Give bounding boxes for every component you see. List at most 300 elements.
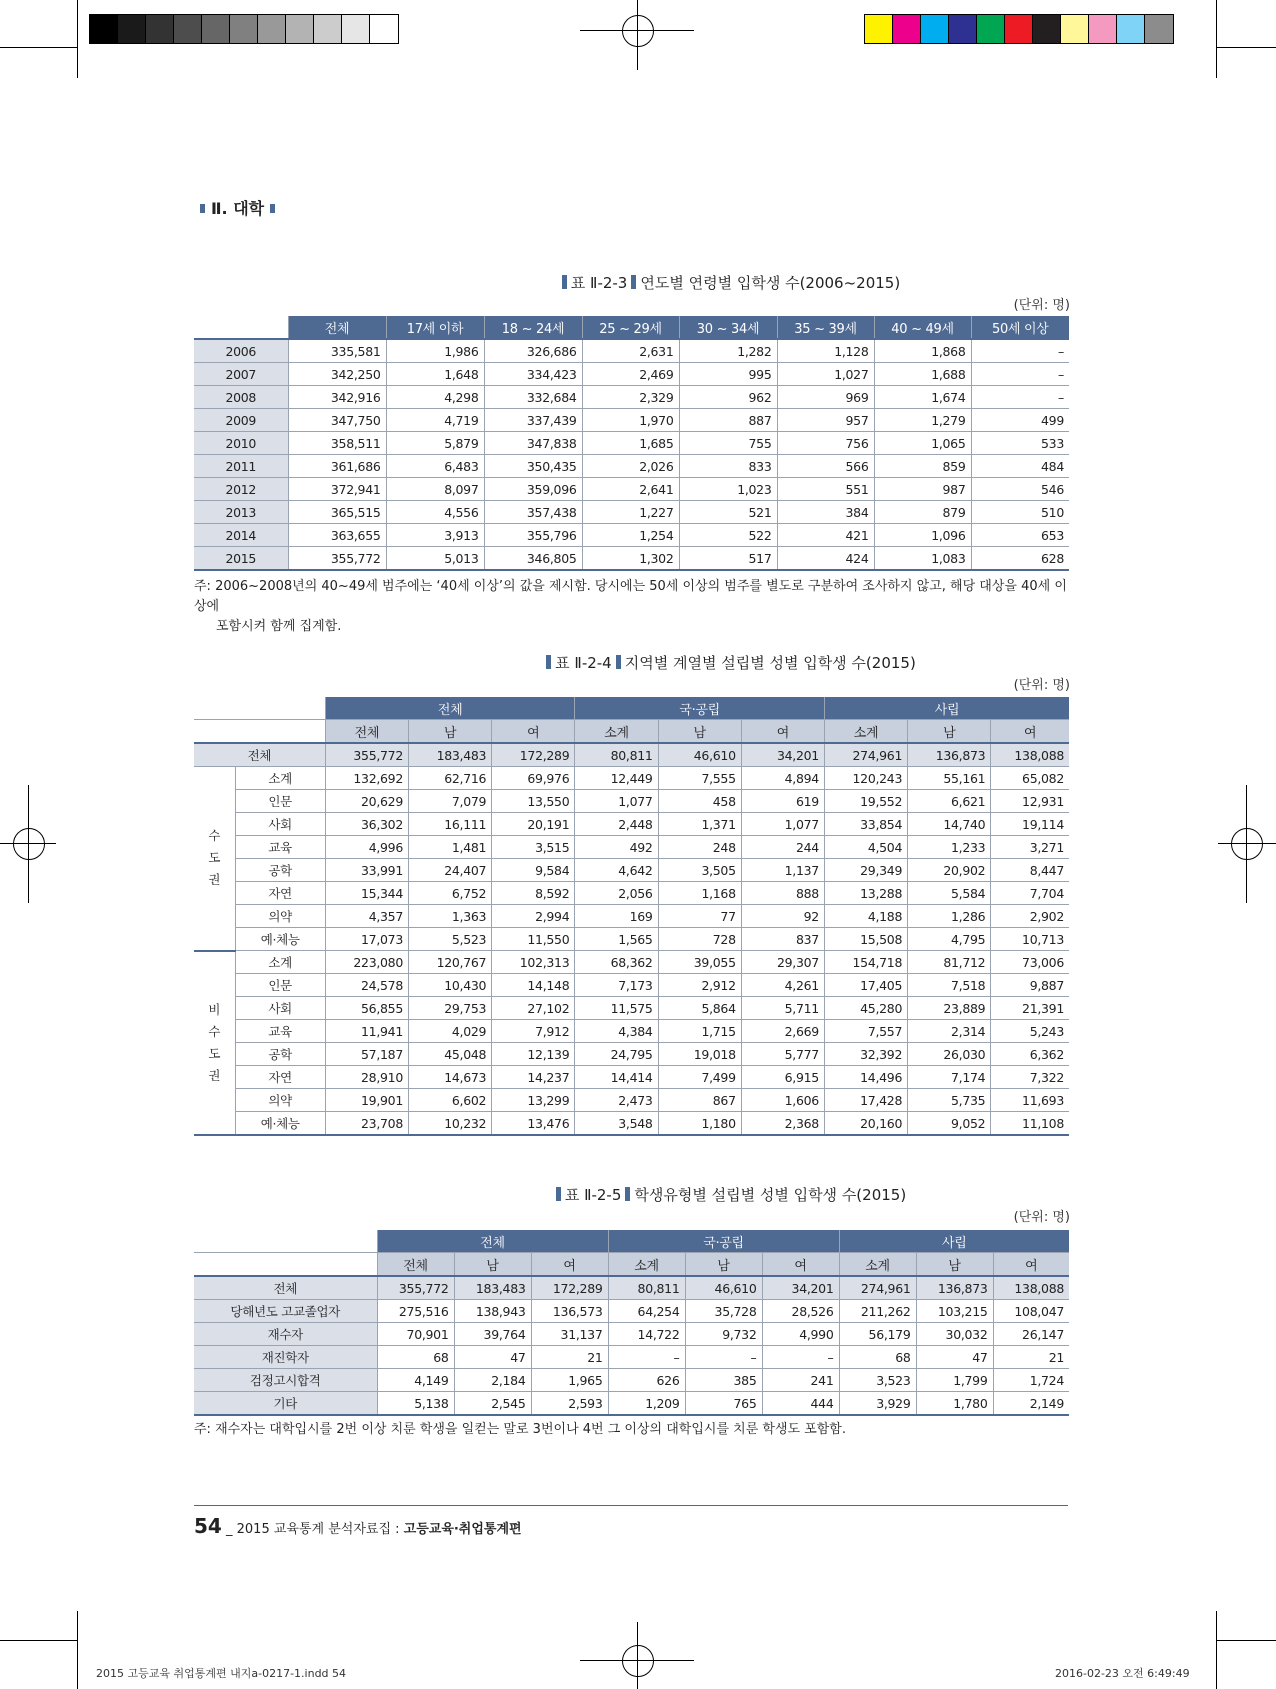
data-cell: 4,188: [824, 905, 907, 928]
data-cell: 27,102: [492, 997, 575, 1020]
data-cell: 46,610: [685, 1276, 762, 1300]
data-cell: 14,148: [492, 974, 575, 997]
data-cell: –: [762, 1346, 839, 1369]
data-cell: 172,289: [531, 1276, 608, 1300]
data-cell: 9,732: [685, 1323, 762, 1346]
region-label-char: 수: [208, 1023, 221, 1039]
data-cell: 1,481: [408, 836, 491, 859]
data-cell: 26,147: [993, 1323, 1069, 1346]
row-label: 2014: [194, 524, 288, 547]
data-cell: 355,772: [288, 547, 386, 571]
data-cell: 6,483: [386, 455, 484, 478]
data-cell: 4,719: [386, 409, 484, 432]
region-label-char: 권: [208, 872, 221, 888]
data-cell: 1,096: [874, 524, 971, 547]
data-cell: 21,391: [991, 997, 1069, 1020]
data-cell: 28,910: [325, 1066, 408, 1089]
data-cell: 5,138: [377, 1392, 454, 1416]
book-title: 2015 교육통계 분석자료집 :: [236, 1522, 404, 1537]
sub-header: 여: [492, 720, 575, 744]
data-cell: 837: [741, 928, 824, 951]
data-cell: 551: [777, 478, 874, 501]
data-cell: 1,282: [679, 339, 777, 363]
data-cell: 987: [874, 478, 971, 501]
data-cell: 444: [762, 1392, 839, 1416]
data-cell: 29,349: [824, 859, 907, 882]
data-cell: 358,511: [288, 432, 386, 455]
data-cell: 65,082: [991, 767, 1069, 790]
slug-filename: 2015 고등교육 취업통계편 내지a-0217-1.indd 54: [96, 1667, 347, 1680]
data-cell: 9,584: [492, 859, 575, 882]
data-cell: 5,584: [908, 882, 991, 905]
gray-swatch: [90, 15, 118, 43]
column-header: 17세 이하: [386, 316, 484, 339]
data-cell: 138,943: [454, 1300, 531, 1323]
table3-unit: (단위: 명): [1013, 1210, 1070, 1225]
data-cell: 5,243: [991, 1020, 1069, 1043]
caption-bar-icon: [546, 655, 551, 669]
row-label: 2007: [194, 363, 288, 386]
header-square-icon: [270, 204, 275, 213]
data-cell: 28,526: [762, 1300, 839, 1323]
gray-swatch: [314, 15, 342, 43]
data-cell: 136,873: [908, 743, 991, 767]
data-cell: 372,941: [288, 478, 386, 501]
data-cell: 4,384: [575, 1020, 658, 1043]
row-label: 2015: [194, 547, 288, 571]
data-cell: 1,371: [658, 813, 741, 836]
data-cell: 46,610: [658, 743, 741, 767]
data-cell: 2,149: [993, 1392, 1069, 1416]
data-cell: 56,179: [839, 1323, 916, 1346]
gray-swatch: [286, 15, 314, 43]
data-cell: 19,552: [824, 790, 907, 813]
row-label: 2012: [194, 478, 288, 501]
data-cell: 2,368: [741, 1112, 824, 1136]
data-cell: 20,160: [824, 1112, 907, 1136]
table1-unit: (단위: 명): [1013, 298, 1070, 313]
data-cell: 17,405: [824, 974, 907, 997]
row-label: 자연: [235, 882, 325, 905]
data-cell: 755: [679, 432, 777, 455]
data-cell: 19,018: [658, 1043, 741, 1066]
data-cell: 995: [679, 363, 777, 386]
slug-timestamp: 2016-02-23 오전 6:49:49: [1055, 1667, 1190, 1680]
data-cell: 17,428: [824, 1089, 907, 1112]
data-cell: 13,550: [492, 790, 575, 813]
data-cell: 4,795: [908, 928, 991, 951]
data-cell: 11,941: [325, 1020, 408, 1043]
sub-header: 소계: [839, 1253, 916, 1277]
data-cell: 47: [916, 1346, 993, 1369]
data-cell: 385: [685, 1369, 762, 1392]
data-cell: 1,180: [658, 1112, 741, 1136]
group-header-row: [194, 1230, 1069, 1253]
data-cell: 2,473: [575, 1089, 658, 1112]
corner-cell: [194, 1230, 377, 1253]
color-swatch: [893, 15, 921, 43]
data-cell: 138,088: [991, 743, 1069, 767]
data-cell: 136,573: [531, 1300, 608, 1323]
data-cell: 5,523: [408, 928, 491, 951]
data-cell: 424: [777, 547, 874, 571]
data-cell: 6,602: [408, 1089, 491, 1112]
data-cell: 421: [777, 524, 874, 547]
data-cell: 4,990: [762, 1323, 839, 1346]
data-cell: 499: [971, 409, 1069, 432]
table-row: [194, 524, 1069, 547]
data-cell: 355,796: [484, 524, 582, 547]
data-cell: 1,065: [874, 432, 971, 455]
table2-caption: 표 Ⅱ-2-4 지역별 계열별 설립별 성별 입학생 수(2015): [194, 652, 1264, 673]
data-cell: 39,764: [454, 1323, 531, 1346]
table-row: [194, 363, 1069, 386]
data-cell: 2,448: [575, 813, 658, 836]
data-cell: 1,077: [741, 813, 824, 836]
row-label: 2010: [194, 432, 288, 455]
data-cell: 4,298: [386, 386, 484, 409]
grayscale-color-bar: [89, 14, 399, 44]
section-label: Ⅱ. 대학: [211, 199, 265, 218]
table-row: [194, 386, 1069, 409]
region-label-char: 수: [208, 828, 221, 844]
data-cell: 8,592: [492, 882, 575, 905]
data-cell: 2,184: [454, 1369, 531, 1392]
data-cell: 3,929: [839, 1392, 916, 1416]
data-cell: 36,302: [325, 813, 408, 836]
table-row: [194, 951, 1069, 974]
data-cell: 492: [575, 836, 658, 859]
data-cell: 241: [762, 1369, 839, 1392]
data-cell: 4,894: [741, 767, 824, 790]
data-cell: 16,111: [408, 813, 491, 836]
data-cell: 39,055: [658, 951, 741, 974]
region-label: [194, 951, 235, 1136]
data-cell: 1,674: [874, 386, 971, 409]
data-cell: 26,030: [908, 1043, 991, 1066]
row-label: 사회: [235, 997, 325, 1020]
region-label: [194, 767, 235, 951]
data-cell: 14,414: [575, 1066, 658, 1089]
data-cell: 29,753: [408, 997, 491, 1020]
row-label: 검정고시합격: [194, 1369, 377, 1392]
row-label: 인문: [235, 790, 325, 813]
data-cell: 1,986: [386, 339, 484, 363]
data-cell: –: [608, 1346, 685, 1369]
data-cell: 7,499: [658, 1066, 741, 1089]
data-cell: 521: [679, 501, 777, 524]
row-label: 자연: [235, 1066, 325, 1089]
table-enrollment-by-age: [194, 316, 1069, 571]
data-cell: 4,357: [325, 905, 408, 928]
data-cell: 275,516: [377, 1300, 454, 1323]
region-label-char: 도: [208, 850, 221, 866]
page-number: 54: [194, 1514, 222, 1538]
data-cell: 2,469: [582, 363, 679, 386]
row-label: 소계: [235, 951, 325, 974]
caption-bar-icon: [631, 275, 636, 289]
data-cell: 2,902: [991, 905, 1069, 928]
row-label: 2013: [194, 501, 288, 524]
row-label: 공학: [235, 859, 325, 882]
sub-header-row: [194, 1253, 1069, 1277]
data-cell: 728: [658, 928, 741, 951]
column-header: 전체: [288, 316, 386, 339]
process-color-bar: [864, 14, 1174, 44]
gray-swatch: [118, 15, 146, 43]
data-cell: –: [685, 1346, 762, 1369]
group-header: 전체: [377, 1230, 608, 1253]
table-enrollment-by-region: [194, 697, 1069, 1136]
row-label: 예·체능: [235, 928, 325, 951]
data-cell: 248: [658, 836, 741, 859]
color-swatch: [1033, 15, 1061, 43]
group-header: 국·공립: [575, 697, 825, 720]
sub-header: 여: [993, 1253, 1069, 1277]
data-cell: 21: [993, 1346, 1069, 1369]
caption-bar-icon: [562, 275, 567, 289]
data-cell: 55,161: [908, 767, 991, 790]
color-swatch: [1117, 15, 1145, 43]
data-cell: 346,805: [484, 547, 582, 571]
gray-swatch: [258, 15, 286, 43]
data-cell: 1,799: [916, 1369, 993, 1392]
data-cell: 20,902: [908, 859, 991, 882]
data-cell: 522: [679, 524, 777, 547]
data-cell: 484: [971, 455, 1069, 478]
data-cell: 653: [971, 524, 1069, 547]
data-cell: 5,879: [386, 432, 484, 455]
row-label: 의약: [235, 1089, 325, 1112]
data-cell: 15,344: [325, 882, 408, 905]
row-label: 인문: [235, 974, 325, 997]
corner-cell: [194, 1253, 377, 1277]
color-swatch: [1061, 15, 1089, 43]
sub-header: 남: [908, 720, 991, 744]
row-label: 소계: [235, 767, 325, 790]
sub-header: 여: [741, 720, 824, 744]
data-cell: 1,688: [874, 363, 971, 386]
color-swatch: [1089, 15, 1117, 43]
data-cell: 337,439: [484, 409, 582, 432]
data-cell: 1,302: [582, 547, 679, 571]
data-cell: 1,137: [741, 859, 824, 882]
corner-cell: [194, 316, 288, 339]
gray-swatch: [230, 15, 258, 43]
group-header: 사립: [824, 697, 1069, 720]
data-cell: 867: [658, 1089, 741, 1112]
table-row: [194, 547, 1069, 571]
table-row: [194, 1323, 1069, 1346]
data-cell: 6,362: [991, 1043, 1069, 1066]
data-cell: 7,557: [824, 1020, 907, 1043]
row-label: 교육: [235, 1020, 325, 1043]
data-cell: 619: [741, 790, 824, 813]
data-cell: 62,716: [408, 767, 491, 790]
row-label: 2011: [194, 455, 288, 478]
data-cell: 9,887: [991, 974, 1069, 997]
data-cell: 1,715: [658, 1020, 741, 1043]
data-cell: 33,991: [325, 859, 408, 882]
table-row: [194, 409, 1069, 432]
data-cell: 14,673: [408, 1066, 491, 1089]
data-cell: 4,996: [325, 836, 408, 859]
data-cell: 2,329: [582, 386, 679, 409]
data-cell: 1,606: [741, 1089, 824, 1112]
data-cell: 347,750: [288, 409, 386, 432]
data-cell: 7,173: [575, 974, 658, 997]
data-cell: 1,724: [993, 1369, 1069, 1392]
page-footer: 54 _ 2015 교육통계 분석자료집 : 고등교육·취업통계편: [194, 1514, 522, 1538]
table-row: [194, 1300, 1069, 1323]
data-cell: 211,262: [839, 1300, 916, 1323]
data-cell: 34,201: [762, 1276, 839, 1300]
table-row: [194, 1392, 1069, 1416]
data-cell: 2,631: [582, 339, 679, 363]
data-cell: 57,187: [325, 1043, 408, 1066]
table-row: [194, 997, 1069, 1020]
data-cell: 12,139: [492, 1043, 575, 1066]
column-header: 50세 이상: [971, 316, 1069, 339]
data-cell: 33,854: [824, 813, 907, 836]
row-label: 당해년도 고교졸업자: [194, 1300, 377, 1323]
data-cell: 11,550: [492, 928, 575, 951]
data-cell: 68: [839, 1346, 916, 1369]
row-label: 2008: [194, 386, 288, 409]
table-row: [194, 455, 1069, 478]
gray-swatch: [370, 15, 398, 43]
data-cell: 347,838: [484, 432, 582, 455]
data-cell: 169: [575, 905, 658, 928]
data-cell: 68,362: [575, 951, 658, 974]
region-label-char: 도: [208, 1045, 221, 1061]
sub-header: 전체: [377, 1253, 454, 1277]
table-row: [194, 905, 1069, 928]
data-cell: 7,704: [991, 882, 1069, 905]
data-cell: 34,201: [741, 743, 824, 767]
caption-bar-icon: [556, 1187, 561, 1201]
data-cell: 23,889: [908, 997, 991, 1020]
sub-header: 소계: [575, 720, 658, 744]
data-cell: 1,233: [908, 836, 991, 859]
data-cell: 70,901: [377, 1323, 454, 1346]
data-cell: 1,970: [582, 409, 679, 432]
data-cell: 756: [777, 432, 874, 455]
data-cell: 17,073: [325, 928, 408, 951]
data-cell: 6,752: [408, 882, 491, 905]
data-cell: 342,250: [288, 363, 386, 386]
data-cell: 1,227: [582, 501, 679, 524]
data-cell: 962: [679, 386, 777, 409]
color-swatch: [1005, 15, 1033, 43]
data-cell: 1,780: [916, 1392, 993, 1416]
data-cell: 5,735: [908, 1089, 991, 1112]
data-cell: 1,254: [582, 524, 679, 547]
data-cell: 4,556: [386, 501, 484, 524]
gray-swatch: [174, 15, 202, 43]
data-cell: 3,913: [386, 524, 484, 547]
data-cell: 11,108: [991, 1112, 1069, 1136]
sub-header: 여: [991, 720, 1069, 744]
data-cell: 108,047: [993, 1300, 1069, 1323]
data-cell: 2,056: [575, 882, 658, 905]
data-cell: 20,191: [492, 813, 575, 836]
data-cell: 1,565: [575, 928, 658, 951]
data-cell: 359,096: [484, 478, 582, 501]
table-row: [194, 767, 1069, 790]
data-cell: 24,407: [408, 859, 491, 882]
data-cell: 2,641: [582, 478, 679, 501]
data-cell: 1,363: [408, 905, 491, 928]
data-cell: 546: [971, 478, 1069, 501]
table1-caption: 표 Ⅱ-2-3 연도별 연령별 입학생 수(2006~2015): [194, 272, 1264, 293]
data-cell: 5,777: [741, 1043, 824, 1066]
data-cell: 3,505: [658, 859, 741, 882]
data-cell: 4,029: [408, 1020, 491, 1043]
row-label: 공학: [235, 1043, 325, 1066]
data-cell: 120,767: [408, 951, 491, 974]
table1-note: 주: 2006~2008년의 40~49세 범주에는 ‘40세 이상’의 값을 제시함. 당시에는 50세 이상의 범주를 별도로 구분하여 조사하지 않고, 해당 대상을 40세 이상에 포함시켜 함께 집계함.: [194, 579, 1067, 634]
data-cell: 6,621: [908, 790, 991, 813]
data-cell: 10,430: [408, 974, 491, 997]
data-cell: 14,496: [824, 1066, 907, 1089]
data-cell: 183,483: [454, 1276, 531, 1300]
table2-unit: (단위: 명): [1013, 678, 1070, 693]
group-header: 전체: [325, 697, 575, 720]
table-row: [194, 859, 1069, 882]
data-cell: 384: [777, 501, 874, 524]
data-cell: 21: [531, 1346, 608, 1369]
data-cell: 102,313: [492, 951, 575, 974]
data-cell: –: [971, 363, 1069, 386]
data-cell: 32,392: [824, 1043, 907, 1066]
data-cell: 154,718: [824, 951, 907, 974]
total-label: 전체: [194, 743, 325, 767]
sub-header: 전체: [325, 720, 408, 744]
total-row: [194, 1276, 1069, 1300]
data-cell: 23,708: [325, 1112, 408, 1136]
table-row: [194, 974, 1069, 997]
data-cell: 120,243: [824, 767, 907, 790]
data-cell: 458: [658, 790, 741, 813]
data-cell: 361,686: [288, 455, 386, 478]
table3-note: 주: 재수자는 대학입시를 2번 이상 치룬 학생을 일컫는 말로 3번이나 4번 그 이상의 대학입시를 치룬 학생도 포함함.: [194, 1422, 846, 1437]
row-label: 2009: [194, 409, 288, 432]
table-enrollment-by-student-type: [194, 1230, 1069, 1416]
data-cell: 566: [777, 455, 874, 478]
data-cell: 957: [777, 409, 874, 432]
data-cell: 3,515: [492, 836, 575, 859]
column-header: 30 ~ 34세: [679, 316, 777, 339]
row-label: 교육: [235, 836, 325, 859]
data-cell: 833: [679, 455, 777, 478]
table-row: [194, 1369, 1069, 1392]
data-cell: 363,655: [288, 524, 386, 547]
data-cell: 14,722: [608, 1323, 685, 1346]
data-cell: 1,027: [777, 363, 874, 386]
data-cell: 7,518: [908, 974, 991, 997]
data-cell: 45,048: [408, 1043, 491, 1066]
data-cell: 13,299: [492, 1089, 575, 1112]
sub-header: 남: [658, 720, 741, 744]
data-cell: 1,168: [658, 882, 741, 905]
gray-swatch: [342, 15, 370, 43]
data-cell: 335,581: [288, 339, 386, 363]
data-cell: 1,083: [874, 547, 971, 571]
color-swatch: [1145, 15, 1173, 43]
sub-header: 남: [408, 720, 491, 744]
data-cell: 30,032: [916, 1323, 993, 1346]
